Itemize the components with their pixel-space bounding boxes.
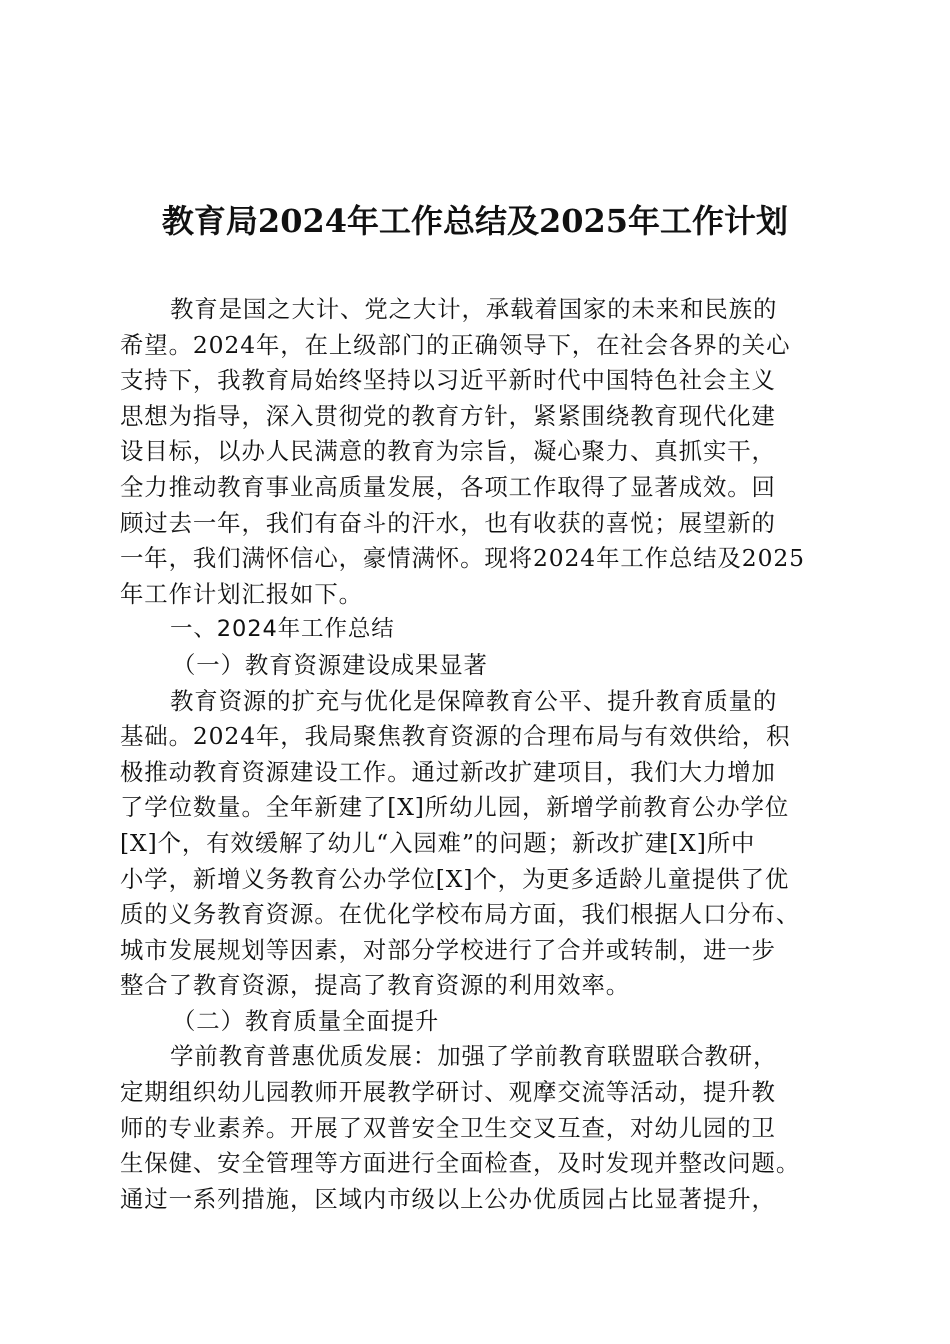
subsection-heading: （二）教育质量全面提升 [172,1006,440,1035]
paragraph-line: 整合了教育资源，提高了教育资源的利用效率。 [120,971,631,1000]
paragraph-line: 师的专业素养。开展了双普安全卫生交叉互查，对幼儿园的卫 [120,1113,776,1142]
paragraph-line: 质的义务教育资源。在优化学校布局方面，我们根据人口分布、 [120,900,801,929]
paragraph-line: 定期组织幼儿园教师开展教学研讨、观摩交流等活动，提升教 [120,1078,776,1107]
paragraph-line: 学前教育普惠优质发展：加强了学前教育联盟联合教研， [170,1042,778,1071]
paragraph-intro [120,292,832,612]
paragraph-line: 教育资源的扩充与优化是保障教育公平、提升教育质量的 [170,686,778,715]
paragraph-line: 教育是国之大计、党之大计，承载着国家的未来和民族的 [170,295,778,323]
paragraph-line: 设目标，以办人民满意的教育为宗旨，凝心聚力、真抓实干， [120,437,776,466]
paragraph-line: 生保健、安全管理等方面进行全面检查，及时发现并整改问题。 [120,1149,801,1178]
paragraph-line: 基础。2024年，我局聚焦教育资源的合理布局与有效供给，积 [120,722,791,751]
subsection-heading: （一）教育资源建设成果显著 [172,650,488,679]
paragraph-line: 一年，我们满怀信心，豪情满怀。现将2024年工作总结及2025 [120,544,805,573]
document-title: 教育局2024年工作总结及2025年工作计划 [161,202,789,240]
paragraph-line: 希望。2024年，在上级部门的正确领导下，在社会各界的关心 [120,330,791,359]
paragraph-line: 极推动教育资源建设工作。通过新改扩建项目，我们大力增加 [120,757,776,786]
paragraph-line: 小学，新增义务教育公办学位[X]个，为更多适龄儿童提供了优 [120,864,790,893]
paragraph-quality [120,1039,832,1217]
paragraph-line: 顾过去一年，我们有奋斗的汗水，也有收获的喜悦；展望新的 [120,508,776,537]
paragraph-line: [X]个，有效缓解了幼儿“入园难”的问题；新改扩建[X]所中 [120,828,756,857]
document-body [120,292,832,1217]
paragraph-line: 了学位数量。全年新建了[X]所幼儿园，新增学前教育公办学位 [120,793,790,822]
paragraph-line: 全力推动教育事业高质量发展，各项工作取得了显著成效。回 [120,472,776,501]
paragraph-line: 通过一系列措施，区域内市级以上公办优质园占比显著提升， [120,1184,776,1213]
paragraph-line: 年工作计划汇报如下。 [120,579,363,608]
paragraph-line: 思想为指导，深入贯彻党的教育方针，紧紧围绕教育现代化建 [120,401,776,430]
paragraph-resources [120,684,832,1004]
section-heading: 一、2024年工作总结 [170,616,395,643]
paragraph-line: 支持下，我教育局始终坚持以习近平新时代中国特色社会主义 [120,366,776,395]
paragraph-line: 城市发展规划等因素，对部分学校进行了合并或转制，进一步 [120,935,776,964]
